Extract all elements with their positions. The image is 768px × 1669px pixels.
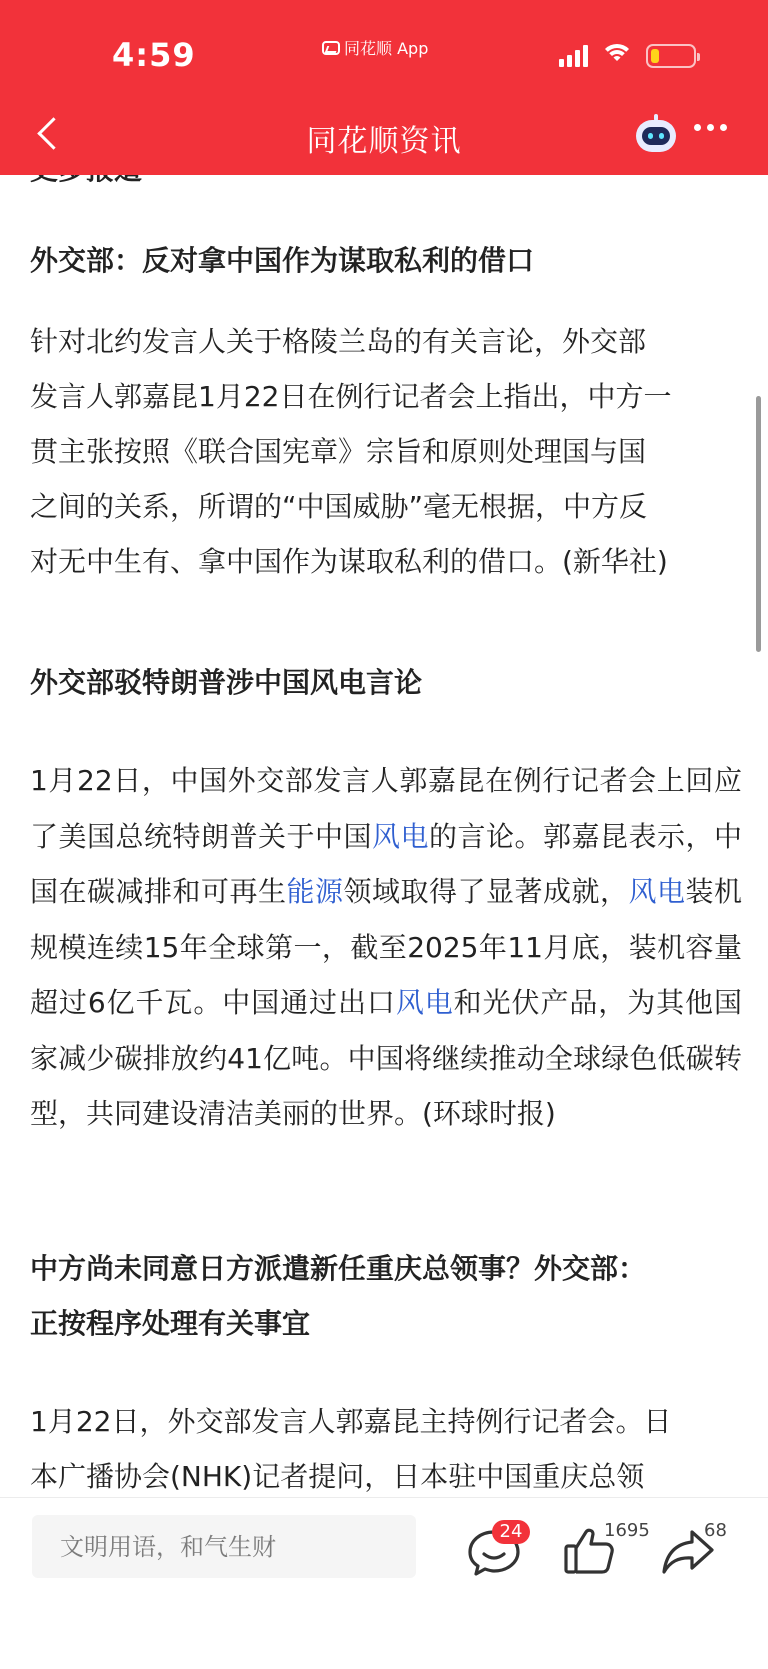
cellular-signal-icon <box>559 45 588 67</box>
battery-level <box>651 49 659 63</box>
paragraph-line: 本广播协会(NHK)记者提问，日本驻中国重庆总领 <box>30 1460 645 1493</box>
scrollbar[interactable] <box>756 396 761 652</box>
section-heading-3: 中方尚未同意日方派遣新任重庆总领事？外交部： <box>30 1252 647 1285</box>
more-options-icon[interactable] <box>694 124 727 131</box>
share-count: 68 <box>704 1520 727 1541</box>
paragraph-line: 之间的关系，所谓的“中国威胁”毫无根据，中方反 <box>30 490 648 523</box>
text-segment: 和光伏产品，为其他国家减少碳排放约41亿吨。中国将继续推动全球绿色低碳转型，共同建设清洁美丽的世界。(环球时报) <box>30 986 742 1130</box>
app-logo-icon <box>322 41 340 55</box>
page-title: 同花顺资讯 <box>306 124 462 159</box>
bottom-action-bar <box>0 1497 768 1669</box>
section-heading-2: 外交部驳特朗普涉中国风电言论 <box>30 666 423 699</box>
section-heading-3-line2: 正按程序处理有关事宜 <box>30 1307 311 1340</box>
text-segment: 领域取得了显著成就， <box>343 875 629 908</box>
ai-assistant-robot-icon[interactable] <box>636 116 676 152</box>
comment-count-badge: 24 <box>492 1520 530 1544</box>
battery-icon <box>646 44 696 68</box>
source-app-label: 同花顺 App <box>344 39 429 58</box>
paragraph-line: 对无中生有、拿中国作为谋取私利的借口。(新华社) <box>30 545 668 578</box>
keyword-link-wind-power[interactable]: 风电 <box>371 819 429 853</box>
text-segment: 1月22日，中国外交部发言人郭嘉昆在例行记者会上回应了美国总统特朗普关于中国 <box>30 764 742 853</box>
paragraph-line: 发言人郭嘉昆1月22日在例行记者会上指出，中方一 <box>30 380 672 413</box>
app-header <box>0 0 768 175</box>
keyword-link-wind-power[interactable]: 风电 <box>628 875 686 908</box>
text-segment: 装机规模连续15年全球第一，截至2025年11月底，装机容量超过6亿千瓦。中国通过出口 <box>30 875 742 1019</box>
comment-input[interactable] <box>32 1515 416 1578</box>
section-heading-1: 外交部：反对拿中国作为谋取私利的借口 <box>30 244 535 277</box>
paragraph-line: 针对北约发言人关于格陵兰岛的有关言论，外交部 <box>30 325 647 358</box>
section-body-2 <box>30 753 742 1142</box>
status-icons <box>559 44 696 68</box>
wifi-icon <box>600 44 634 68</box>
status-time: 4:59 <box>112 36 196 74</box>
keyword-link-wind-power[interactable]: 风电 <box>395 986 454 1019</box>
keyword-link-energy[interactable]: 能源 <box>286 875 344 908</box>
paragraph-line: 贯主张按照《联合国宪章》宗旨和原则处理国与国 <box>30 435 647 468</box>
text-segment: 的言论。郭嘉昆表示，中国在碳减排和可再生 <box>30 819 742 908</box>
paragraph-line: 1月22日，外交部发言人郭嘉昆主持例行记者会。日 <box>30 1405 672 1438</box>
source-app-indicator[interactable] <box>322 36 428 59</box>
like-count: 1695 <box>604 1520 650 1541</box>
